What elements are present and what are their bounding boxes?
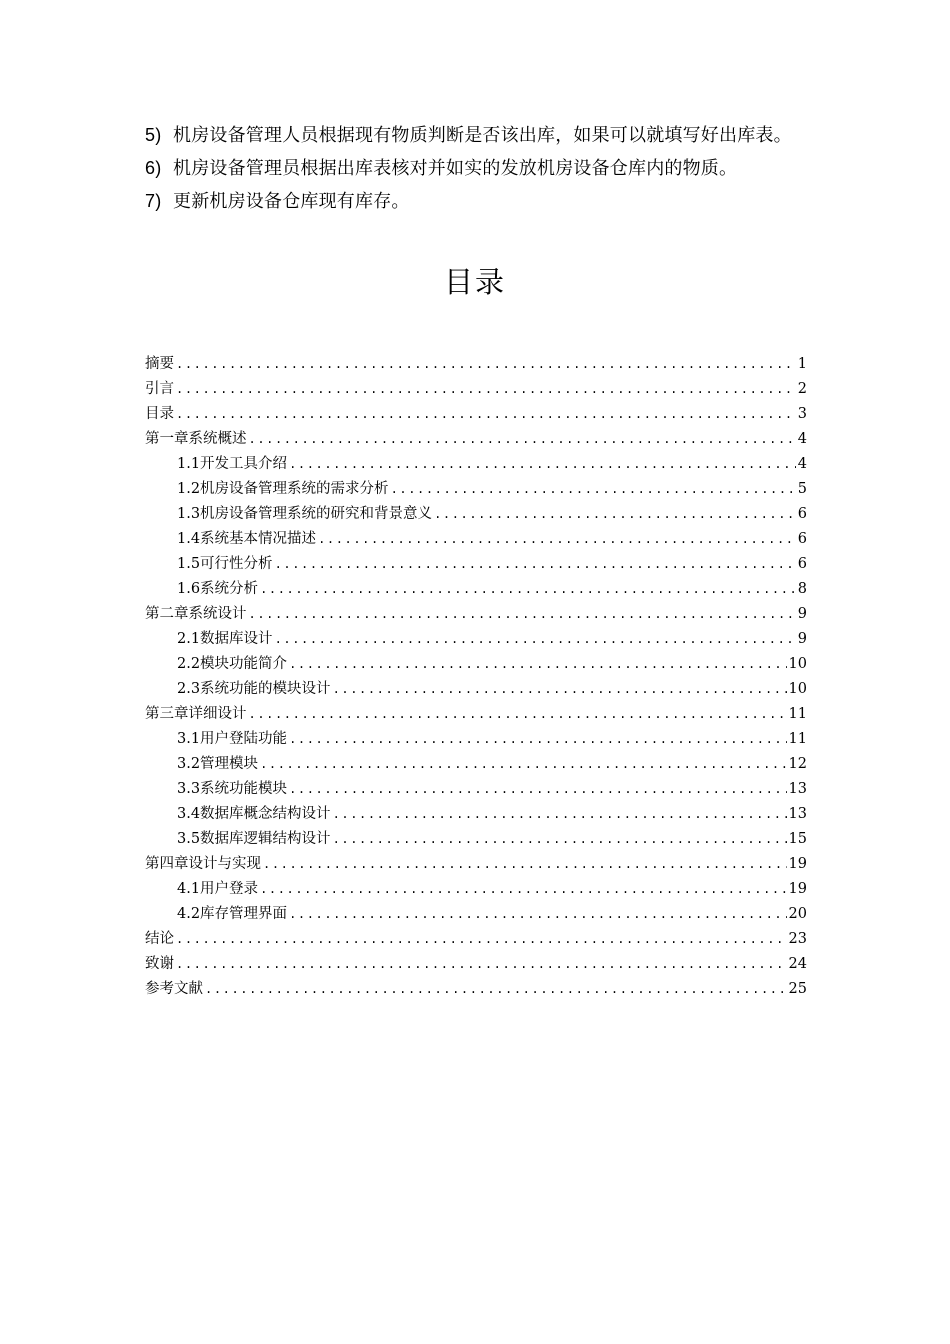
toc-entry-page-number: 15 (788, 831, 807, 847)
toc-entry-page-number: 11 (788, 731, 807, 747)
toc-entry-label: 4.2库存管理界面 (177, 906, 288, 922)
toc-dot-leader (289, 777, 786, 802)
toc-dot-leader (289, 652, 786, 677)
toc-entry-page-number: 6 (797, 556, 807, 572)
toc-entry[interactable] (145, 377, 807, 402)
toc-dot-leader (176, 377, 796, 402)
toc-dot-leader (333, 827, 787, 852)
toc-entry-page-number: 25 (788, 981, 807, 997)
toc-entry-page-number: 12 (788, 756, 807, 772)
toc-entry-page-number: 4 (797, 431, 807, 447)
toc-entry-page-number: 8 (797, 581, 807, 597)
toc-entry[interactable] (145, 702, 807, 727)
toc-entry-label: 3.3系统功能模块 (177, 781, 288, 797)
toc-entry-page-number: 19 (788, 881, 807, 897)
toc-dot-leader (260, 752, 786, 777)
toc-entry-label: 1.4系统基本情况描述 (177, 531, 317, 547)
process-step (145, 124, 845, 146)
step-text: 机房设备管理员根据出库表核对并如实的发放机房设备仓库内的物质。 (173, 158, 738, 179)
toc-dot-leader (176, 402, 796, 427)
toc-entry-page-number: 6 (797, 506, 807, 522)
toc-entry-page-number: 2 (797, 381, 807, 397)
toc-dot-leader (434, 502, 796, 527)
toc-entry-page-number: 19 (788, 856, 807, 872)
toc-entry[interactable] (145, 827, 807, 852)
toc-entry-label: 致谢 (145, 956, 174, 972)
toc-entry-label: 摘要 (145, 356, 174, 372)
toc-entry-page-number: 6 (797, 531, 807, 547)
toc-dot-leader (249, 427, 796, 452)
toc-entry[interactable] (145, 452, 807, 477)
toc-dot-leader (318, 527, 796, 552)
toc-entry-label: 目录 (145, 406, 174, 422)
toc-entry-label: 3.1用户登陆功能 (177, 731, 288, 747)
toc-dot-leader (289, 902, 786, 927)
toc-entry[interactable] (145, 602, 807, 627)
toc-entry-page-number: 10 (788, 681, 807, 697)
toc-entry-label: 1.5可行性分析 (177, 556, 273, 572)
toc-entry[interactable] (145, 802, 807, 827)
toc-entry-label: 第三章详细设计 (145, 706, 247, 722)
toc-entry-label: 4.1用户登录 (177, 881, 259, 897)
toc-entry-label: 参考文献 (145, 981, 203, 997)
toc-entry[interactable] (145, 727, 807, 752)
toc-dot-leader (205, 977, 787, 1002)
toc-entry[interactable] (145, 502, 807, 527)
toc-entry-page-number: 11 (788, 706, 807, 722)
toc-entry[interactable] (145, 577, 807, 602)
toc-entry-label: 2.3系统功能的模块设计 (177, 681, 331, 697)
toc-entry-label: 结论 (145, 931, 174, 947)
toc-entry[interactable] (145, 352, 807, 377)
toc-dot-leader (263, 852, 787, 877)
toc-entry-page-number: 13 (788, 806, 807, 822)
step-number: 5) (145, 125, 162, 145)
toc-entry[interactable] (145, 627, 807, 652)
toc-entry[interactable] (145, 752, 807, 777)
step-text: 更新机房设备仓库现有库存。 (173, 191, 410, 212)
toc-entry[interactable] (145, 952, 807, 977)
toc-entry-page-number: 9 (797, 631, 807, 647)
toc-dot-leader (176, 927, 787, 952)
toc-dot-leader (249, 702, 787, 727)
toc-entry-label: 1.1开发工具介绍 (177, 456, 288, 472)
toc-dot-leader (391, 477, 796, 502)
toc-entry-label: 2.1数据库设计 (177, 631, 273, 647)
table-of-contents (145, 352, 807, 1002)
toc-entry[interactable] (145, 877, 807, 902)
toc-entry-page-number: 4 (797, 456, 807, 472)
process-step (145, 157, 845, 179)
toc-entry-page-number: 13 (788, 781, 807, 797)
toc-entry-page-number: 23 (788, 931, 807, 947)
toc-entry[interactable] (145, 677, 807, 702)
toc-dot-leader (333, 677, 787, 702)
toc-entry-label: 3.2管理模块 (177, 756, 259, 772)
toc-dot-leader (289, 727, 786, 752)
toc-entry[interactable] (145, 527, 807, 552)
toc-entry-label: 1.2机房设备管理系统的需求分析 (177, 481, 389, 497)
toc-entry[interactable] (145, 977, 807, 1002)
toc-entry-label: 3.4数据库概念结构设计 (177, 806, 331, 822)
toc-dot-leader (249, 602, 796, 627)
toc-entry[interactable] (145, 902, 807, 927)
toc-entry-label: 引言 (145, 381, 174, 397)
toc-entry-page-number: 1 (797, 356, 807, 372)
step-number: 7) (145, 191, 162, 211)
toc-entry-label: 2.2模块功能简介 (177, 656, 288, 672)
toc-title: 目录 (443, 265, 506, 299)
step-text: 机房设备管理人员根据现有物质判断是否该出库，如果可以就填写好出库表。 (173, 125, 792, 146)
toc-entry[interactable] (145, 402, 807, 427)
toc-dot-leader (275, 627, 796, 652)
toc-entry-page-number: 5 (797, 481, 807, 497)
toc-entry[interactable] (145, 777, 807, 802)
toc-entry-label: 1.3机房设备管理系统的研究和背景意义 (177, 506, 433, 522)
toc-entry-page-number: 3 (797, 406, 807, 422)
step-number: 6) (145, 158, 162, 178)
toc-entry[interactable] (145, 852, 807, 877)
toc-dot-leader (260, 577, 796, 602)
toc-dot-leader (176, 352, 796, 377)
toc-dot-leader (260, 877, 786, 902)
toc-entry-page-number: 9 (797, 606, 807, 622)
toc-entry[interactable] (145, 427, 807, 452)
toc-entry[interactable] (145, 552, 807, 577)
toc-entry-label: 3.5数据库逻辑结构设计 (177, 831, 331, 847)
process-steps-list (145, 124, 845, 223)
toc-entry[interactable] (145, 927, 807, 952)
toc-dot-leader (333, 802, 787, 827)
toc-dot-leader (275, 552, 796, 577)
toc-dot-leader (176, 952, 787, 977)
toc-entry-page-number: 20 (788, 906, 807, 922)
toc-entry-page-number: 24 (788, 956, 807, 972)
toc-entry-label: 第二章系统设计 (145, 606, 247, 622)
toc-entry-label: 1.6系统分析 (177, 581, 259, 597)
process-step (145, 190, 845, 212)
toc-entry[interactable] (145, 477, 807, 502)
toc-entry[interactable] (145, 652, 807, 677)
toc-entry-label: 第一章系统概述 (145, 431, 247, 447)
toc-entry-page-number: 10 (788, 656, 807, 672)
toc-entry-label: 第四章设计与实现 (145, 856, 261, 872)
toc-dot-leader (289, 452, 796, 477)
